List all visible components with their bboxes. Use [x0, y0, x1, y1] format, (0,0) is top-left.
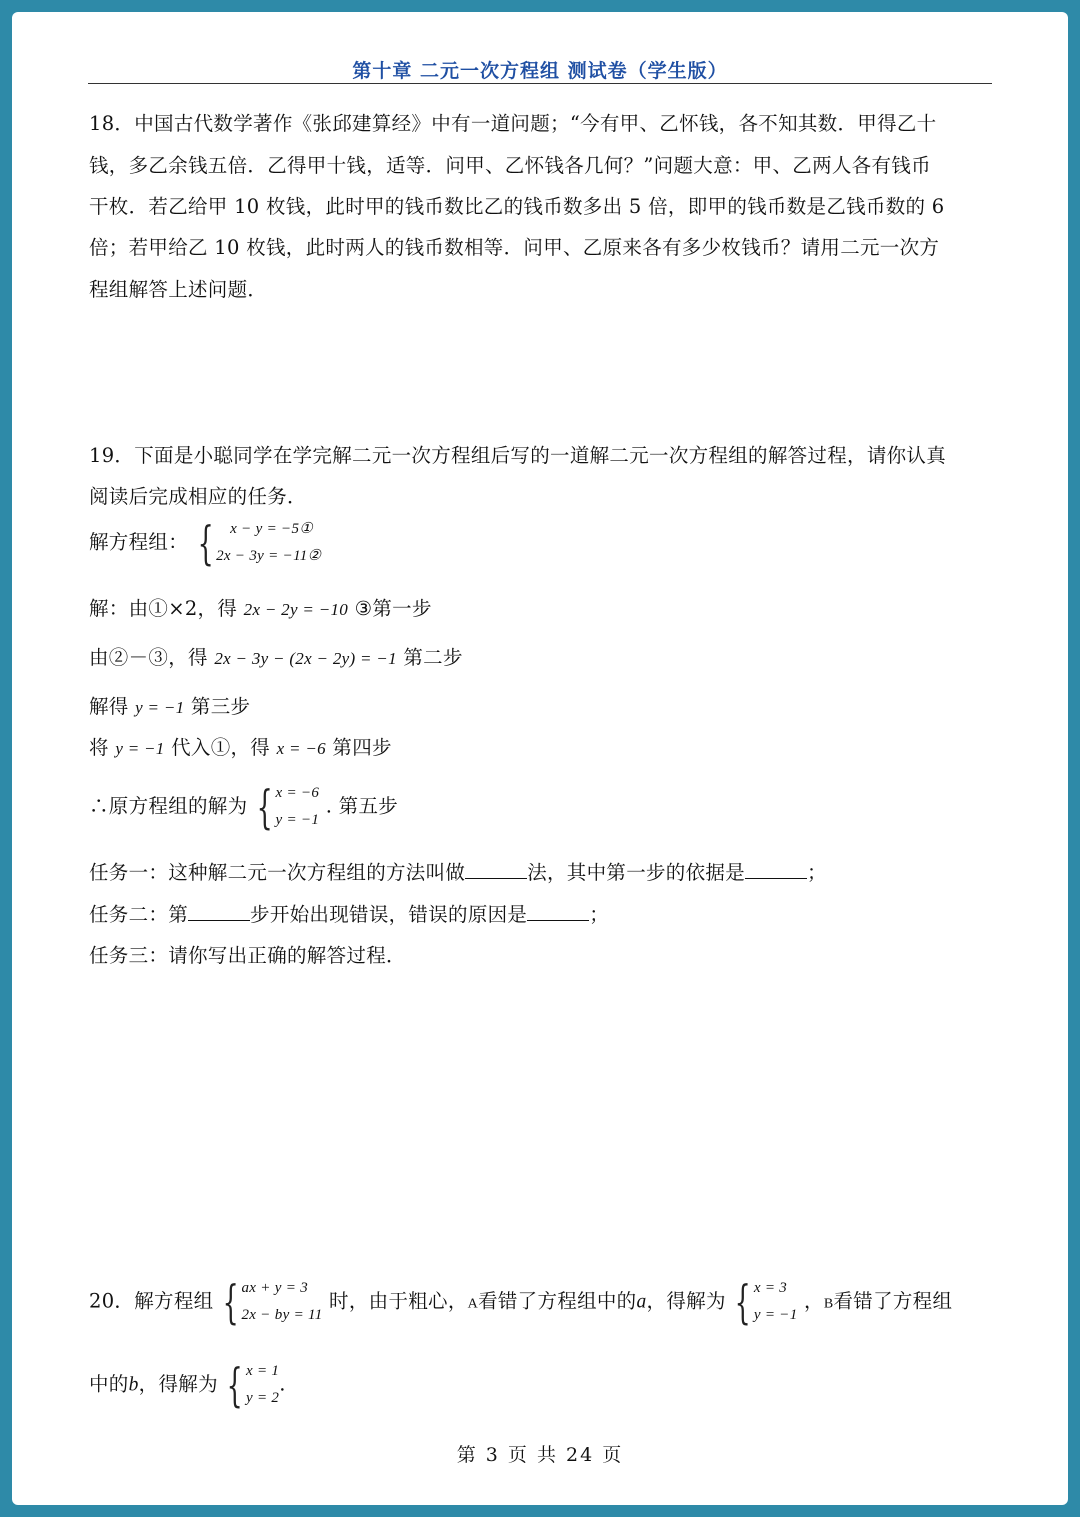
q19-step1-prefix: 解：由①×2，得 [89, 597, 238, 620]
q19-step5-prefix: ∴原方程组的解为 [89, 794, 248, 818]
q18-line-1: 18．中国古代数学著作《张邱建算经》中有一道问题；“今有甲、乙怀钱，各不知其数．甲得乙十 [89, 112, 937, 135]
page-header-title: 第十章 二元一次方程组 测试卷（学生版） [352, 60, 728, 82]
q19-task-2 [89, 899, 609, 927]
q19-step1-suffix: ③第一步 [354, 597, 432, 620]
q20-letter-b: B [823, 1296, 834, 1312]
answer-blank[interactable] [527, 902, 589, 921]
q19-step2-math: 2x − 3y − (2x − 2y) = −1 [214, 649, 397, 668]
q20-system-brace-group [220, 1275, 323, 1329]
q18-line-3: 干枚．若乙给甲 10 枚钱，此时甲的钱币数比乙的钱币数多出 5 倍，即甲的钱币数是乙钱币数的 6 [89, 195, 945, 218]
q19-task-1 [89, 857, 827, 885]
q20-line2-suffix: . [279, 1372, 286, 1396]
q19-task2-text-c: ； [589, 903, 610, 926]
q19-step-2 [89, 642, 463, 670]
q19-task1-text-a: 任务一：这种解二元一次方程组的方法叫做 [89, 861, 466, 884]
q20-sys-eq2: 2x − by = 11 [241, 1307, 323, 1323]
q19-task2-text-b: 步开始出现错误，错误的原因是 [250, 903, 528, 926]
brace-icon: { [222, 1275, 239, 1329]
q19-step2-prefix: 由②－③，得 [89, 646, 208, 669]
q19-line-2: 阅读后完成相应的任务． [89, 485, 307, 508]
page-footer: 第 3 页 共 24 页 [456, 1444, 624, 1466]
q20-prefix: 20．解方程组 [89, 1289, 214, 1313]
q20-line2-prefix: 中的 [89, 1372, 129, 1396]
q19-step4-math1: y = −1 [115, 739, 165, 758]
q20-sol2-eq2: y = 2 [245, 1390, 280, 1406]
q19-step-3 [89, 691, 250, 719]
answer-blank[interactable] [745, 860, 807, 879]
q20-sol1-eq2: y = −1 [753, 1307, 798, 1323]
q20-text-mid3: ，得解为 [646, 1289, 726, 1313]
q19-step2-suffix: 第二步 [403, 646, 463, 669]
q20-text-mid1: 时，由于粗心， [329, 1289, 468, 1313]
q19-step-5 [89, 780, 398, 834]
q20-line-1 [89, 1275, 952, 1329]
q19-step4-prefix: 将 [89, 736, 109, 759]
q19-system [89, 516, 321, 570]
brace-icon: { [256, 780, 273, 834]
header-divider [88, 83, 992, 84]
q19-line-1: 19．下面是小聪同学在学完解二元一次方程组后写的一道解二元一次方程组的解答过程，请你认真 [89, 444, 947, 467]
answer-blank[interactable] [188, 902, 250, 921]
q19-system-eq2: 2x − 3y = −11② [216, 548, 322, 564]
q19-step5-suffix: . 第五步 [325, 794, 399, 818]
q19-task1-text-c: ； [807, 861, 827, 884]
q19-task-3: 任务三：请你写出正确的解答过程． [89, 944, 406, 967]
q20-line-2 [89, 1358, 286, 1412]
answer-blank[interactable] [465, 860, 527, 879]
q20-solution1-brace-group [732, 1275, 797, 1329]
q20-var-b: b [128, 1374, 139, 1396]
q18-line-4: 倍；若甲给乙 10 枚钱，此时两人的钱币数相等．问甲、乙原来各有多少枚钱币？请用二元一次方 [89, 236, 940, 259]
q19-step5-eq2: y = −1 [275, 812, 320, 828]
q19-system-brace-group [195, 516, 322, 570]
q19-step-4 [89, 732, 392, 760]
q19-step4-math2: x = −6 [276, 739, 326, 758]
q20-text-mid2: 看错了方程组中的 [478, 1289, 637, 1313]
q20-sys-eq1: ax + y = 3 [241, 1280, 309, 1296]
q20-sol1-eq1: x = 3 [753, 1280, 788, 1296]
q19-system-eq1: x − y = −5① [230, 521, 314, 537]
brace-icon: { [227, 1358, 244, 1412]
q19-step5-eq1: x = −6 [275, 785, 320, 801]
q19-step4-suffix: 第四步 [332, 736, 392, 759]
q20-var-a: a [636, 1291, 647, 1313]
q19-step3-prefix: 解得 [89, 695, 129, 718]
page [12, 12, 1068, 1505]
q19-step-1 [89, 593, 432, 621]
q19-step4-mid: 代入①，得 [171, 736, 271, 759]
brace-icon: { [197, 516, 214, 570]
q19-step3-suffix: 第三步 [190, 695, 251, 718]
q20-text-mid5: 看错了方程组 [833, 1289, 953, 1313]
q19-step1-math: 2x − 2y = −10 [243, 600, 349, 619]
q19-system-label: 解方程组： [89, 530, 189, 554]
q20-letter-a: A [467, 1296, 479, 1312]
q20-line2-mid: ，得解为 [138, 1372, 218, 1396]
q19-step3-math: y = −1 [135, 698, 185, 717]
brace-icon: { [734, 1275, 752, 1329]
q20-text-mid4: ， [804, 1289, 824, 1313]
q18-line-5: 程组解答上述问题． [89, 278, 268, 301]
q18-line-2: 钱，多乙余钱五倍．乙得甲十钱，适等．问甲、乙怀钱各几何？”问题大意：甲、乙两人各有钱币 [89, 154, 931, 177]
q20-solution2-brace-group [224, 1358, 279, 1412]
q19-task2-text-a: 任务二：第 [89, 903, 189, 926]
q19-task1-text-b: 法，其中第一步的依据是 [527, 861, 746, 884]
q20-sol2-eq1: x = 1 [245, 1363, 280, 1379]
q19-step5-brace-group [254, 780, 319, 834]
